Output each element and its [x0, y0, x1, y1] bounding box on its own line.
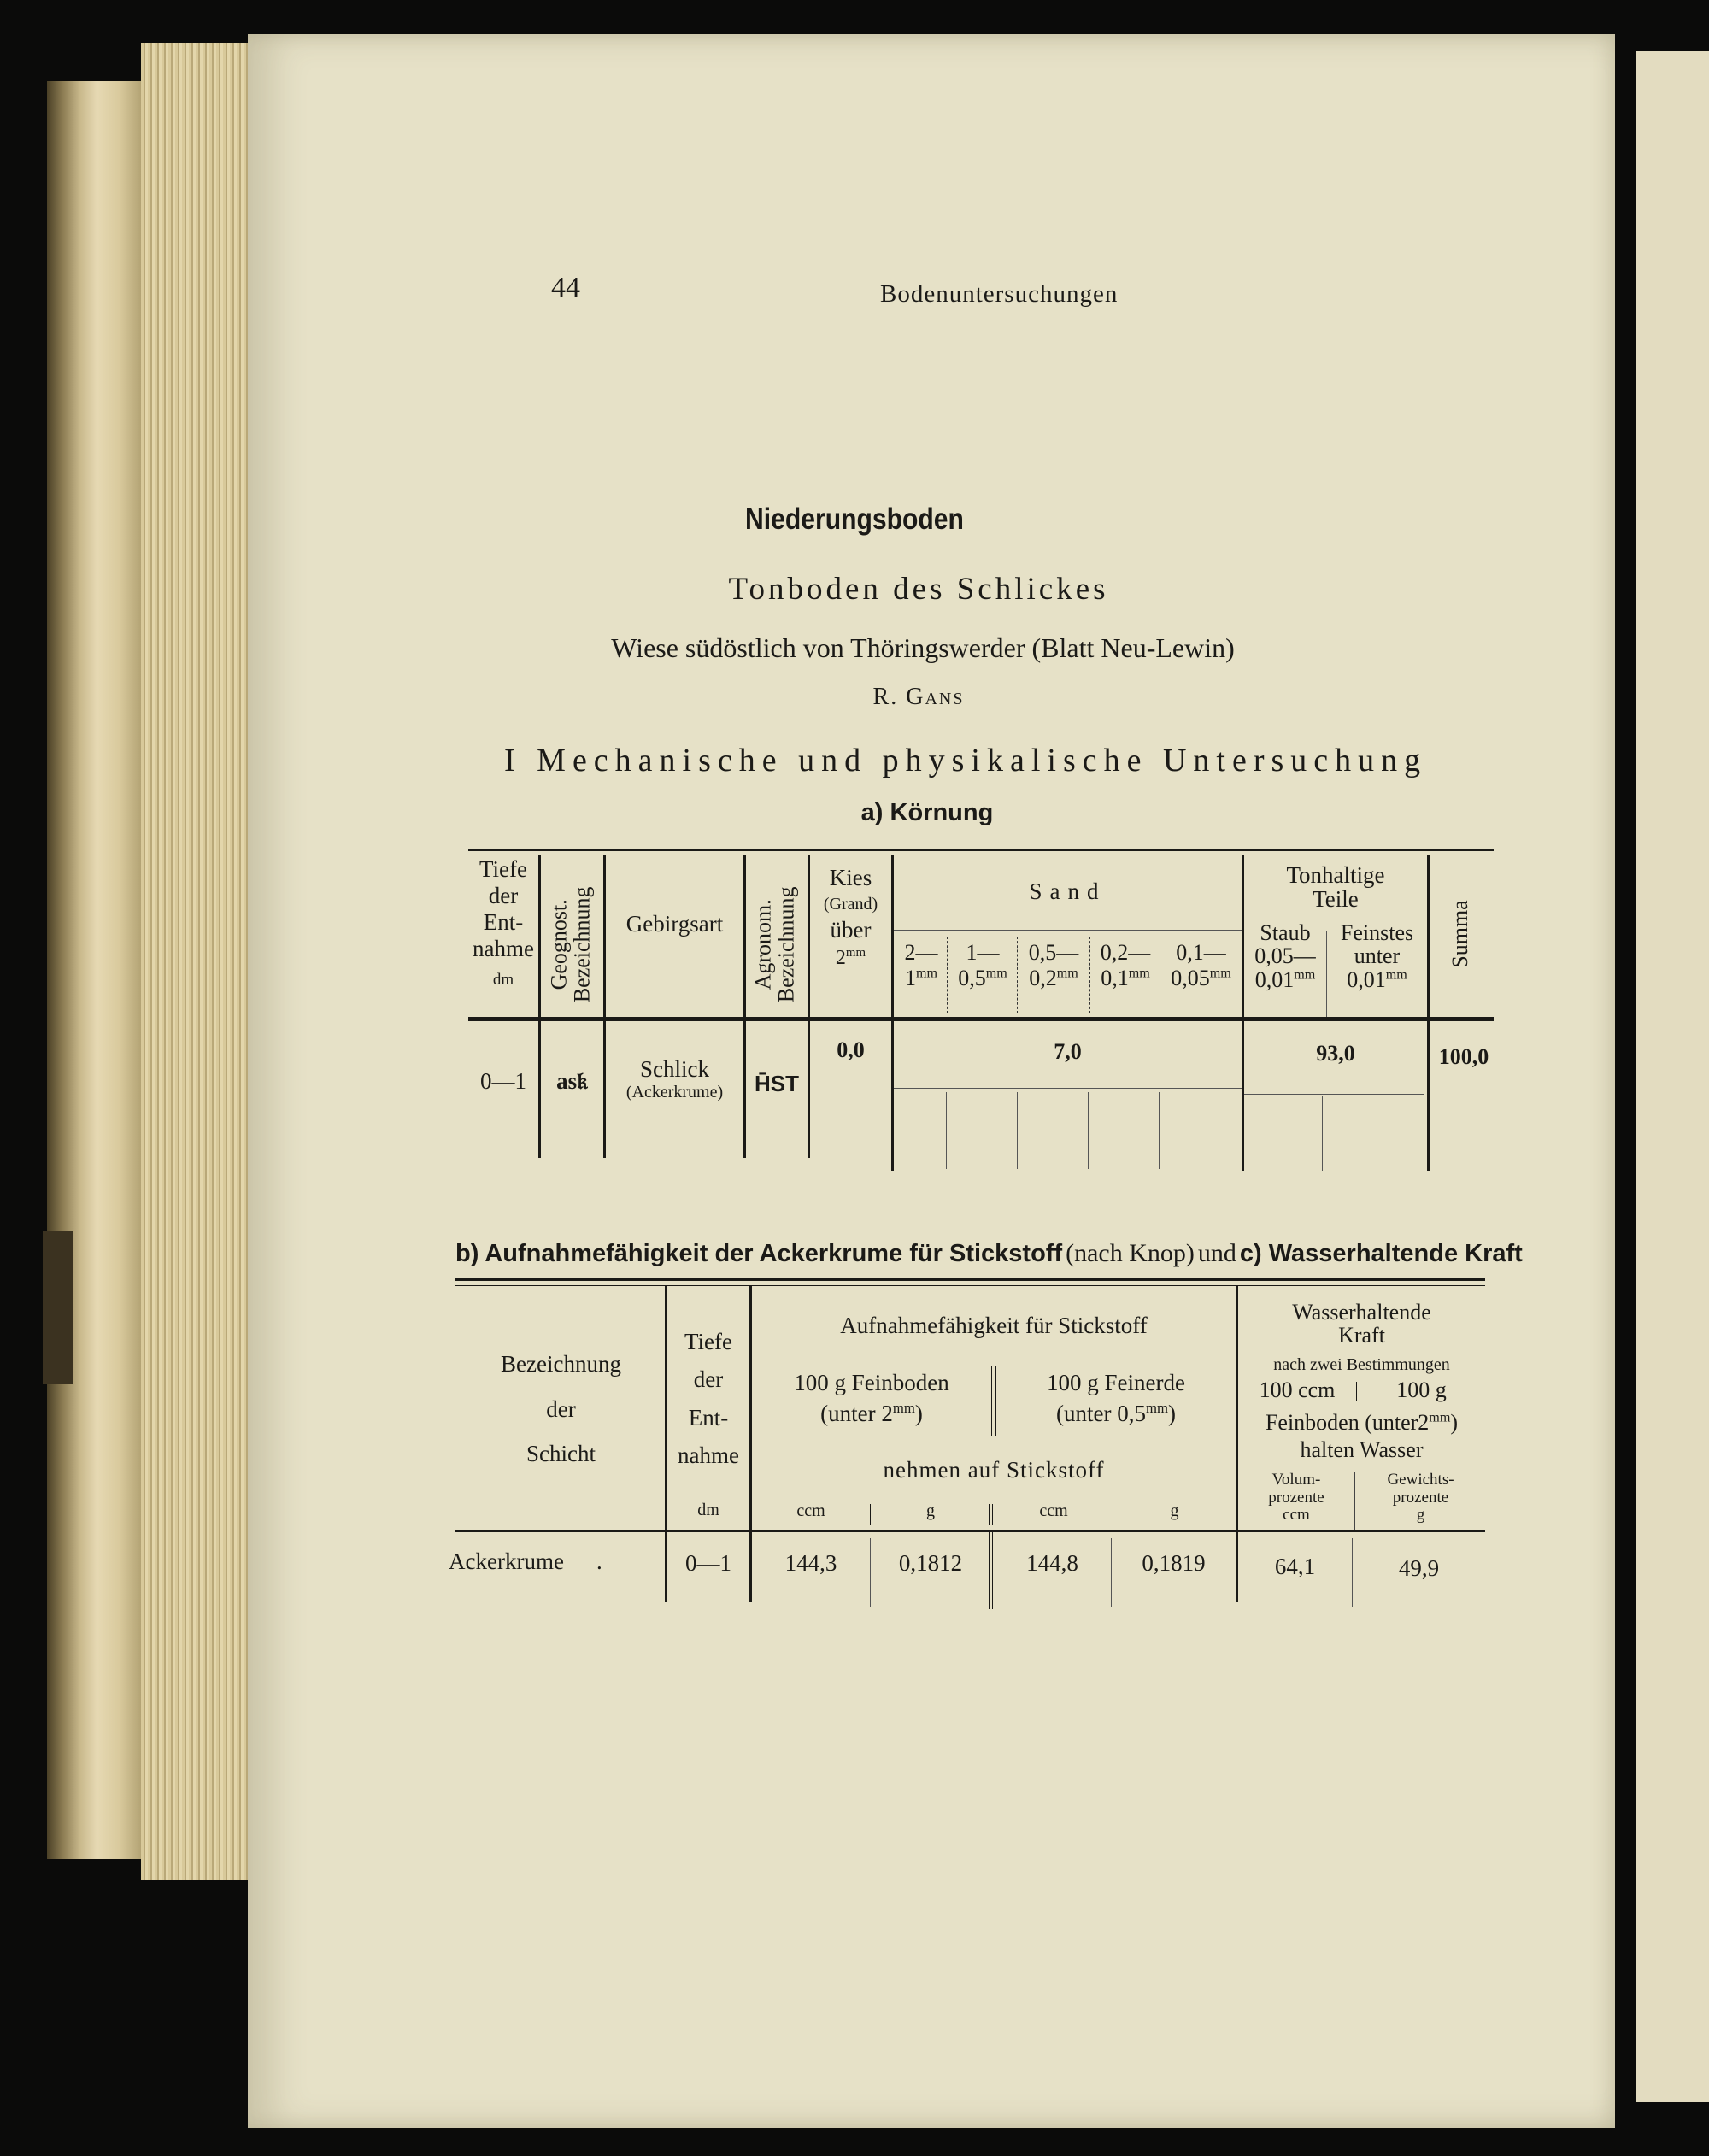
- cell-b-gewichts: 49,9: [1398, 1555, 1440, 1581]
- section-a-title: a) Körnung: [860, 799, 994, 826]
- hdr-sand: Sand: [1029, 878, 1107, 904]
- cell-b-feinboden-ccm: 144,3: [784, 1550, 837, 1576]
- hdr-sand-c3-bot: 0,2: [1029, 965, 1057, 990]
- hdr-b-bezeichnung-3: Schicht: [526, 1441, 596, 1467]
- hdr-b-bezeichnung-2: der: [546, 1395, 576, 1422]
- hdr-kies-unit: mm: [845, 946, 866, 961]
- hdr-sand-c2-top: 1—: [966, 940, 1000, 965]
- hdr-kies-4: 2: [835, 947, 846, 970]
- hdr-b-gewichts-2: prozente: [1392, 1488, 1449, 1507]
- hdr-staub-unit: mm: [1294, 966, 1316, 982]
- hdr-b-tiefe-4: nahme: [678, 1442, 739, 1468]
- hdr-b-w-halten: halten Wasser: [1300, 1437, 1424, 1462]
- cell-sand: 7,0: [1054, 1039, 1082, 1064]
- hdr-feinstes-2: unter: [1354, 943, 1401, 969]
- hdr-sand-c3-unit: mm: [1056, 966, 1078, 981]
- hdr-sand-c1-unit: mm: [915, 966, 938, 981]
- subheading: Tonboden des Schlickes: [728, 572, 1109, 607]
- hdr-b-wasser-1: Wasserhaltende: [1292, 1300, 1431, 1325]
- cell-tiefe: 0—1: [480, 1068, 526, 1094]
- hdr-b-tiefe-1: Tiefe: [684, 1329, 732, 1354]
- cell-b-feinerde-ccm: 144,8: [1026, 1550, 1078, 1576]
- hdr-b-aufnahme: Aufnahmefähigkeit für Stickstoff: [840, 1313, 1148, 1338]
- hdr-sand-c4-bot: 0,1: [1101, 965, 1129, 990]
- hdr-geognost-2: Bezeichnung: [570, 886, 595, 1003]
- hdr-kies-3: über: [830, 917, 872, 943]
- hdr-b-feinerde-unit: mm: [1145, 1400, 1168, 1417]
- hdr-b-feinerde-close: ): [1168, 1401, 1176, 1427]
- hdr-b-w-100g: 100 g: [1396, 1378, 1447, 1402]
- page: [248, 34, 1615, 2128]
- hdr-b-w-feinboden-unit: mm: [1429, 1410, 1451, 1425]
- hdr-b-bezeichnung-1: Bezeichnung: [501, 1351, 621, 1377]
- hdr-kies-2: (Grand): [823, 895, 878, 914]
- hdr-b-tiefe-2: der: [693, 1366, 724, 1393]
- running-head: Bodenuntersuchungen: [880, 280, 1119, 308]
- hdr-sand-c1-bot: 1: [904, 965, 916, 990]
- hdr-b-feinerde-1: 100 g Feinerde: [1047, 1370, 1185, 1395]
- hdr-b-w-feinboden-close: ): [1450, 1410, 1459, 1435]
- hdr-sand-c1-top: 2—: [904, 940, 938, 965]
- hdr-b-wasser-note: nach zwei Bestimmungen: [1273, 1355, 1450, 1374]
- facing-page: [1636, 51, 1709, 2102]
- hdr-b-volum-3: ccm: [1283, 1506, 1310, 1524]
- cell-kies: 0,0: [837, 1037, 865, 1062]
- hdr-sand-c5-unit: mm: [1209, 966, 1231, 981]
- cell-agronom: H̄ST: [755, 1071, 799, 1096]
- hdr-b-unit-ccm-1: ccm: [796, 1501, 825, 1520]
- location-line: Wiese südöstlich von Thöringswerder (Blatt Neu-Lewin): [611, 632, 1235, 663]
- cell-gebirgsart-note: (Ackerkrume): [625, 1083, 724, 1102]
- hdr-b-tiefe-unit: dm: [697, 1501, 719, 1519]
- hdr-b-gewichts-3: g: [1416, 1506, 1425, 1524]
- hdr-sand-c2-bot: 0,5: [958, 965, 986, 990]
- hdr-b-gewichts-1: Gewichts-: [1387, 1471, 1454, 1489]
- hdr-b-unit-g-1: g: [926, 1501, 935, 1520]
- hdr-geognost-1: Geognost.: [546, 899, 572, 990]
- cell-gebirgsart: Schlick: [640, 1056, 709, 1082]
- cell-b-feinboden-g: 0,1812: [898, 1550, 963, 1576]
- cell-summa: 100,0: [1438, 1044, 1489, 1069]
- hdr-b-feinerde-2: (unter 0,5: [1055, 1401, 1146, 1427]
- section-b-title: [455, 1239, 1523, 1268]
- hdr-kies-1: Kies: [829, 865, 872, 890]
- cell-b-schicht: Ackerkrume .: [449, 1548, 602, 1574]
- hdr-b-volum-1: Volum-: [1271, 1471, 1321, 1489]
- hdr-sand-c5-bot: 0,05: [1171, 965, 1210, 990]
- hdr-agronom-2: Bezeichnung: [774, 886, 799, 1003]
- hdr-b-feinboden-close: ): [914, 1401, 923, 1427]
- hdr-sand-c2-unit: mm: [985, 966, 1007, 981]
- hdr-staub-1: Staub: [1260, 920, 1311, 945]
- author: R. Gans: [872, 684, 965, 710]
- hdr-staub-2: 0,05—: [1254, 943, 1316, 969]
- hdr-tiefe-1: Tiefe: [479, 856, 527, 882]
- hdr-tiefe-3: Ent-: [483, 909, 524, 936]
- hdr-staub-3: 0,01: [1254, 966, 1295, 992]
- cell-b-feinerde-g: 0,1819: [1142, 1550, 1206, 1576]
- hdr-feinstes-3: 0,01: [1347, 966, 1386, 992]
- hdr-summa: Summa: [1448, 900, 1472, 968]
- hdr-b-tiefe-3: Ent-: [688, 1404, 729, 1430]
- main-heading: Niederungsboden: [745, 502, 964, 536]
- hdr-b-wasser-2: Kraft: [1338, 1323, 1385, 1348]
- section-b-part4: c) Wasserhaltende Kraft: [1239, 1240, 1523, 1267]
- hdr-tiefe-2: der: [488, 883, 519, 909]
- cell-b-volum: 64,1: [1274, 1554, 1316, 1579]
- hdr-b-nehmen: nehmen auf Stickstoff: [883, 1457, 1105, 1483]
- spine-strip: [43, 1231, 73, 1384]
- hdr-tonhaltige-1: Tonhaltige: [1286, 862, 1385, 888]
- hdr-b-feinboden-1: 100 g Feinboden: [794, 1370, 949, 1395]
- page-edges: [141, 43, 252, 1880]
- cell-tonhaltige: 93,0: [1316, 1041, 1355, 1066]
- page-number: 44: [551, 272, 580, 303]
- hdr-feinstes-unit: mm: [1385, 966, 1407, 982]
- hdr-tiefe-unit: dm: [492, 971, 514, 990]
- cell-geognost: as𝔨: [556, 1068, 588, 1094]
- hdr-gebirgsart: Gebirgsart: [625, 911, 724, 937]
- hdr-agronom-1: Agronom.: [750, 899, 776, 990]
- hdr-sand-c5-top: 0,1—: [1176, 940, 1226, 965]
- hdr-tiefe-4: nahme: [473, 936, 534, 962]
- hdr-b-feinboden-unit: mm: [892, 1400, 915, 1417]
- hdr-b-unit-g-2: g: [1170, 1501, 1179, 1520]
- hdr-sand-c4-unit: mm: [1128, 966, 1150, 981]
- hdr-b-volum-2: prozente: [1268, 1488, 1324, 1507]
- hdr-b-w-feinboden: Feinboden (unter2: [1265, 1410, 1430, 1435]
- section-b-part2: (nach Knop): [1066, 1239, 1195, 1267]
- hdr-feinstes-1: Feinstes: [1340, 920, 1414, 945]
- hdr-tonhaltige-2: Teile: [1313, 886, 1359, 913]
- section-title-1: I Mechanische und physikalische Untersuchung: [504, 743, 1428, 778]
- hdr-sand-c4-top: 0,2—: [1100, 940, 1151, 965]
- hdr-sand-c3-top: 0,5—: [1028, 940, 1079, 965]
- hdr-b-feinboden-2: (unter 2: [820, 1401, 893, 1427]
- section-b-part3: und: [1197, 1239, 1236, 1267]
- hdr-b-w-100ccm: 100 ccm: [1259, 1378, 1336, 1402]
- hdr-b-unit-ccm-2: ccm: [1039, 1501, 1068, 1520]
- section-b-part1: b) Aufnahmefähigkeit der Ackerkrume für Stickstoff: [455, 1240, 1063, 1267]
- cell-b-tiefe: 0—1: [685, 1550, 731, 1576]
